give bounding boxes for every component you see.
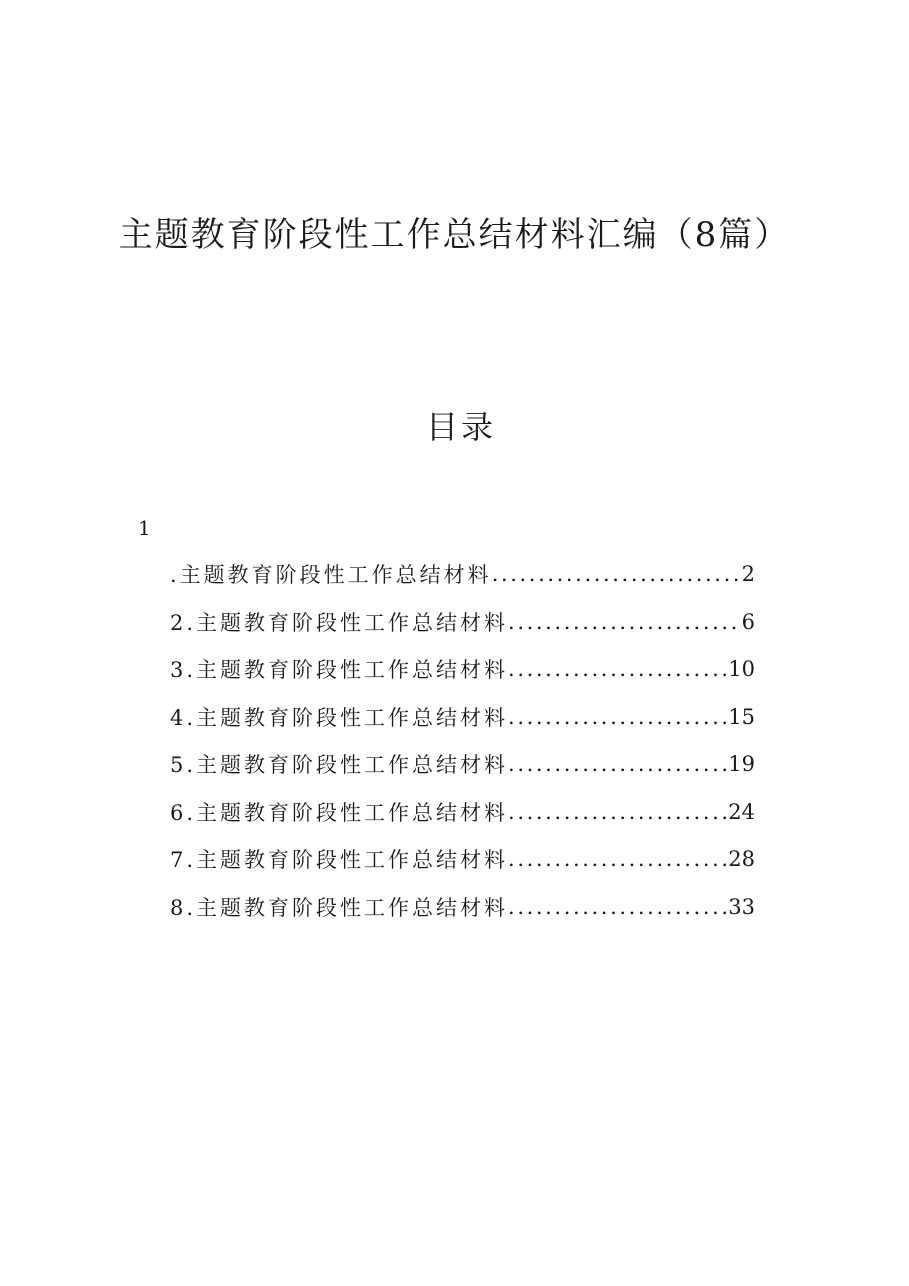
toc-entry-7[interactable] [170, 843, 755, 875]
toc-entry-label: 3.主题教育阶段性工作总结材料 [170, 658, 509, 682]
toc-entry-label: .主题教育阶段性工作总结材料 [170, 563, 492, 587]
toc-entry-4[interactable] [170, 701, 755, 733]
toc-entry-5[interactable] [170, 748, 755, 780]
toc-entry-page: 15 [728, 704, 755, 729]
toc-leader-dots [508, 705, 728, 729]
toc-entry-page: 33 [728, 894, 755, 919]
toc-entry-label: 8.主题教育阶段性工作总结材料 [170, 895, 509, 920]
toc-entry-page: 28 [728, 847, 755, 871]
document-title: 主题教育阶段性工作总结材料汇编（8篇） [118, 215, 791, 255]
toc-entry-1[interactable] [170, 558, 755, 590]
toc-entry-2[interactable] [170, 606, 755, 638]
toc-leader-dots [508, 752, 728, 776]
toc-leader-dots [508, 847, 728, 871]
toc-entry-label: 7.主题教育阶段性工作总结材料 [170, 848, 509, 872]
toc-entry-label: 6.主题教育阶段性工作总结材料 [170, 800, 509, 825]
toc-entry-label: 2.主题教育阶段性工作总结材料 [170, 610, 509, 635]
toc-leader-dots [508, 800, 728, 824]
toc-entry-label: 5.主题教育阶段性工作总结材料 [170, 753, 509, 777]
toc-heading: 目录 [425, 408, 496, 446]
toc-entry-3[interactable] [170, 653, 755, 685]
toc-entry-page: 24 [728, 799, 755, 824]
toc-entry-page: 2 [741, 562, 755, 586]
toc-entry-6[interactable] [170, 796, 755, 828]
toc-leader-dots [492, 562, 742, 586]
toc-entry-page: 6 [741, 609, 755, 634]
toc-entry-page: 19 [728, 752, 755, 776]
toc-leader-dots [508, 610, 742, 634]
toc-entry-page: 10 [728, 657, 755, 681]
stray-number: 1 [138, 516, 151, 540]
toc-leader-dots [508, 895, 728, 919]
toc-leader-dots [508, 657, 728, 681]
toc-entry-8[interactable] [170, 891, 755, 923]
toc-entry-label: 4.主题教育阶段性工作总结材料 [170, 705, 509, 730]
